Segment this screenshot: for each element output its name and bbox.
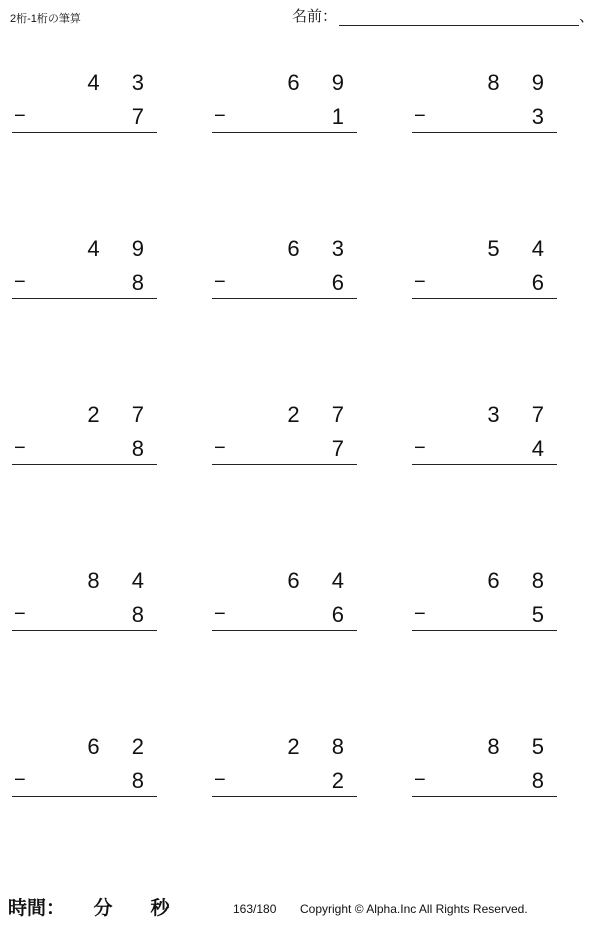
minus-sign-icon: − [14, 603, 26, 625]
worksheet-header [0, 0, 600, 40]
subtrahend-line [212, 594, 357, 628]
minuend-line [12, 394, 157, 428]
subtrahend-line [12, 96, 157, 130]
answer-rule [412, 298, 557, 299]
subtrahend-digits: 8 [131, 602, 157, 627]
minuend-digits: 6 9 [287, 70, 357, 95]
answer-rule [212, 298, 357, 299]
answer-rule [412, 464, 557, 465]
problem-cell [200, 550, 400, 716]
answer-rule [12, 298, 157, 299]
problem-cell [0, 384, 200, 550]
minus-sign-icon: − [214, 603, 226, 625]
problem-cell [400, 716, 600, 882]
minus-sign-icon: − [14, 271, 26, 293]
minuend-line [412, 726, 557, 760]
subtrahend-digits: 8 [131, 768, 157, 793]
subtraction-problem [412, 726, 557, 797]
minus-sign-icon: − [214, 271, 226, 293]
time-label: 時間： 分 秒 [8, 898, 170, 919]
answer-rule [12, 464, 157, 465]
name-label: 名前： [292, 8, 338, 25]
page-count: 163/180 [233, 902, 277, 916]
answer-rule [12, 630, 157, 631]
minuend-line [412, 394, 557, 428]
minuend-digits: 4 3 [87, 70, 157, 95]
name-input-line[interactable] [339, 8, 579, 26]
subtrahend-line [12, 760, 157, 794]
answer-rule [412, 630, 557, 631]
subtrahend-line [412, 262, 557, 296]
problem-cell [200, 52, 400, 218]
name-suffix: 、 [579, 8, 595, 25]
problem-row [0, 716, 600, 882]
problem-row [0, 52, 600, 218]
minuend-line [12, 228, 157, 262]
minus-sign-icon: − [14, 105, 26, 127]
subtraction-problem [12, 62, 157, 133]
minuend-line [212, 394, 357, 428]
minus-sign-icon: − [14, 769, 26, 791]
problem-row [0, 550, 600, 716]
minuend-digits: 8 5 [487, 734, 557, 759]
subtrahend-line [212, 96, 357, 130]
minuend-line [212, 62, 357, 96]
problem-cell [0, 550, 200, 716]
minuend-digits: 6 8 [487, 568, 557, 593]
problem-cell [400, 550, 600, 716]
minuend-digits: 8 4 [87, 568, 157, 593]
subtraction-problem [12, 726, 157, 797]
answer-rule [412, 132, 557, 133]
problem-cell [0, 716, 200, 882]
minuend-line [412, 228, 557, 262]
subtraction-problem [212, 228, 357, 299]
minuend-digits: 6 2 [87, 734, 157, 759]
problem-cell [400, 52, 600, 218]
minuend-digits: 6 3 [287, 236, 357, 261]
problem-cell [0, 52, 200, 218]
answer-rule [12, 796, 157, 797]
minuend-digits: 6 4 [287, 568, 357, 593]
subtraction-problem [412, 62, 557, 133]
subtraction-problem [12, 394, 157, 465]
answer-rule [212, 132, 357, 133]
minuend-line [212, 726, 357, 760]
copyright-text: Copyright © Alpha.Inc All Rights Reserved. [300, 902, 528, 916]
minuend-line [212, 560, 357, 594]
subtrahend-line [412, 760, 557, 794]
minus-sign-icon: − [414, 603, 426, 625]
subtraction-problem [412, 394, 557, 465]
minuend-digits: 2 8 [287, 734, 357, 759]
minuend-digits: 4 9 [87, 236, 157, 261]
subtraction-problem [212, 560, 357, 631]
subtrahend-digits: 3 [531, 104, 557, 129]
minuend-line [12, 726, 157, 760]
subtrahend-digits: 7 [131, 104, 157, 129]
minuend-digits: 5 4 [487, 236, 557, 261]
minuend-line [412, 560, 557, 594]
answer-rule [212, 464, 357, 465]
subtrahend-digits: 7 [331, 436, 357, 461]
answer-rule [412, 796, 557, 797]
minus-sign-icon: − [214, 437, 226, 459]
minuend-line [412, 62, 557, 96]
page-title: 2桁-1桁の筆算 [10, 13, 81, 25]
subtrahend-line [212, 428, 357, 462]
problems-grid [0, 52, 600, 882]
subtrahend-digits: 6 [331, 602, 357, 627]
problem-row [0, 384, 600, 550]
answer-rule [212, 796, 357, 797]
subtrahend-digits: 8 [131, 436, 157, 461]
problem-cell [400, 384, 600, 550]
subtrahend-line [412, 428, 557, 462]
minus-sign-icon: − [414, 437, 426, 459]
problem-row [0, 218, 600, 384]
minuend-line [12, 560, 157, 594]
subtrahend-digits: 8 [531, 768, 557, 793]
subtraction-problem [412, 228, 557, 299]
problem-cell [200, 384, 400, 550]
minus-sign-icon: − [214, 769, 226, 791]
subtraction-problem [12, 560, 157, 631]
subtrahend-line [212, 760, 357, 794]
subtrahend-line [412, 96, 557, 130]
worksheet-footer [0, 892, 600, 924]
subtrahend-line [12, 594, 157, 628]
subtrahend-digits: 6 [531, 270, 557, 295]
minuend-digits: 2 7 [287, 402, 357, 427]
subtrahend-digits: 1 [331, 104, 357, 129]
subtraction-problem [12, 228, 157, 299]
minuend-digits: 8 9 [487, 70, 557, 95]
minuend-line [212, 228, 357, 262]
subtraction-problem [212, 62, 357, 133]
minuend-digits: 3 7 [487, 402, 557, 427]
minus-sign-icon: − [414, 105, 426, 127]
minus-sign-icon: − [14, 437, 26, 459]
subtrahend-digits: 4 [531, 436, 557, 461]
subtraction-problem [412, 560, 557, 631]
minuend-digits: 2 7 [87, 402, 157, 427]
subtraction-problem [212, 394, 357, 465]
answer-rule [212, 630, 357, 631]
problem-cell [200, 716, 400, 882]
minuend-line [12, 62, 157, 96]
minus-sign-icon: − [414, 769, 426, 791]
name-field-area [292, 8, 594, 26]
subtrahend-digits: 5 [531, 602, 557, 627]
problem-cell [200, 218, 400, 384]
subtraction-problem [212, 726, 357, 797]
minus-sign-icon: − [414, 271, 426, 293]
subtrahend-line [12, 262, 157, 296]
subtrahend-digits: 8 [131, 270, 157, 295]
subtrahend-line [212, 262, 357, 296]
subtrahend-digits: 2 [331, 768, 357, 793]
problem-cell [400, 218, 600, 384]
subtrahend-digits: 6 [331, 270, 357, 295]
problem-cell [0, 218, 200, 384]
subtrahend-line [12, 428, 157, 462]
answer-rule [12, 132, 157, 133]
subtrahend-line [412, 594, 557, 628]
minus-sign-icon: − [214, 105, 226, 127]
